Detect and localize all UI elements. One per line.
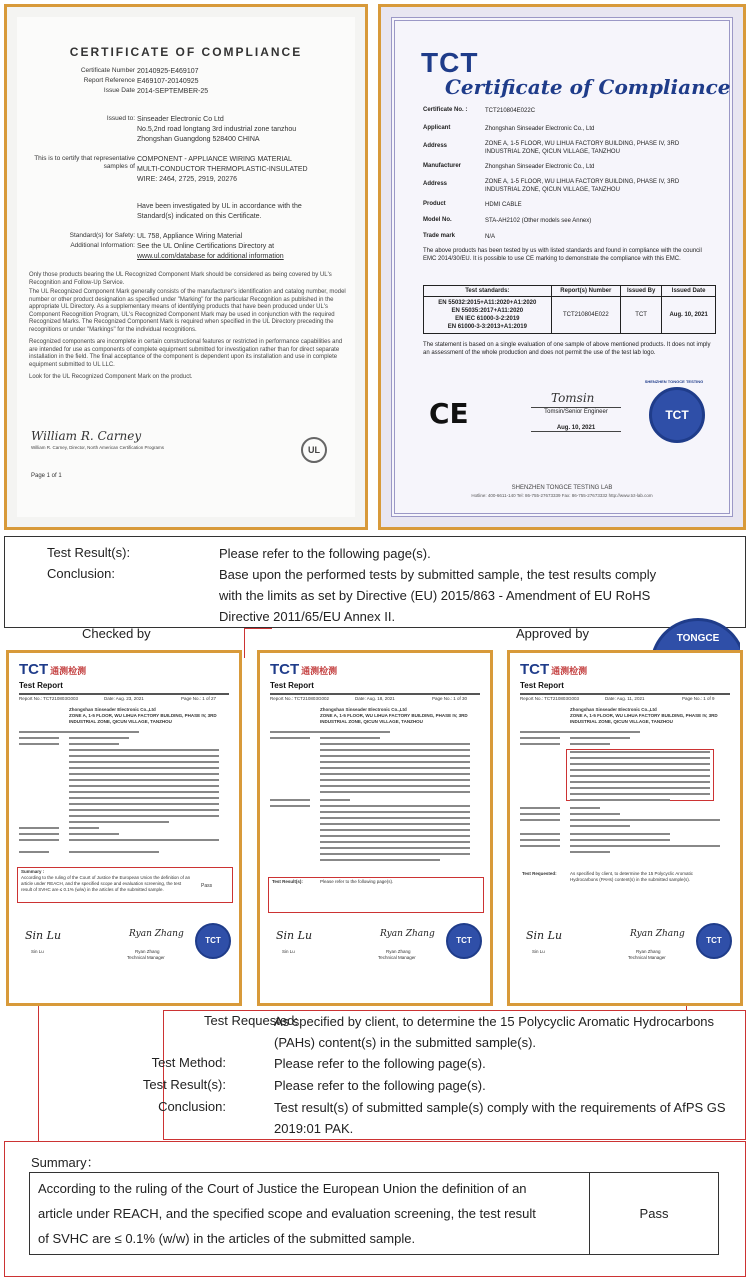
ul-para-4: Look for the UL Recognized Component Mark on the product. xyxy=(29,374,193,380)
ul-page-number: Page 1 of 1 xyxy=(31,473,62,479)
summary-result: Pass xyxy=(590,1173,719,1255)
approved-by-label: Approved by xyxy=(516,626,589,641)
tct-standards-cell xyxy=(424,297,552,334)
report-approved-signature: Ryan Zhang xyxy=(129,929,184,939)
tct-field-label: Certificate No. : xyxy=(423,107,468,113)
pah-conclusion-label: Conclusion: xyxy=(158,1099,226,1114)
tct-contact: Hotline: 400-6611-140 Tel: 86-755-27673339 Fax: 86-755-27673332 http://www.tct-lab.com xyxy=(471,493,653,498)
tct-field-label: Product xyxy=(423,201,446,207)
report-applicant: Zhongshan Sinseader Electronic Co.,Ltd xyxy=(69,707,156,712)
requested-line: As specified by client, to determine the 15 Polycyclic Aromatic Hydrocarbons xyxy=(274,1014,715,1029)
checked-by-label: Checked by xyxy=(82,626,151,641)
ul-para-1: Only those products bearing the UL Recognized Component Mark should be considered as being covered by UL's Recognition and Follow-Up Service. xyxy=(29,272,332,286)
approved-seal-text: TONGCE xyxy=(650,618,740,678)
tct-field-label: Manufacturer xyxy=(423,163,462,169)
report-page: Page No.: 1 of 27 xyxy=(181,696,217,701)
report-summary-text: Please refer to the following page(s). xyxy=(320,879,394,884)
report-logo xyxy=(520,661,587,678)
tct-th: Issued Date xyxy=(662,286,716,297)
report-summary-text: According to the ruling of the Court of Justice the European Union the definition of an article under REACH, and the specified scope and evaluation screening, the test result of SVHC are ≤ 0.1% (w/w) in the articles of the submitted sample. xyxy=(21,875,191,892)
tct-field-label: Address xyxy=(423,143,448,149)
pah-box xyxy=(142,1010,746,1140)
report-date: Date: Aug. 18, 2021 xyxy=(355,696,395,701)
pah-result-value: Please refer to the following page(s). xyxy=(274,1078,486,1093)
report-summary-result: Pass xyxy=(201,883,213,889)
report-page: Page No.: 1 of 9 xyxy=(682,696,715,701)
report-checked-signature: Sin Lu xyxy=(25,929,62,942)
tct-standard: EN 61000-3-3:2013+A1:2019 xyxy=(447,324,527,330)
tct-seal-icon: TCT xyxy=(649,387,705,443)
ul-cert-number-label: Certificate Number xyxy=(80,67,135,74)
ul-certify-label: This is to certify that representative samples of xyxy=(34,155,135,170)
report-body-lines xyxy=(19,731,229,861)
tct-field-value: TCT210804E022C xyxy=(485,108,536,114)
report-checked-name: Sin Lu xyxy=(532,949,545,954)
report-checked-name: Sin Lu xyxy=(31,949,44,954)
conclusion-line: Directive 2011/65/EU Annex II. xyxy=(219,609,396,624)
tct-lab-name: SHENZHEN TONGCE TESTING LAB xyxy=(511,485,613,491)
tct-statement: The statement is based on a single evaluation of one sample of above mentioned products. It does not imply an assessment of the whole production and does not permit the use of the test lab logo. xyxy=(423,342,711,356)
tct-signature: Tomsin xyxy=(551,391,595,405)
tct-intro: The above products has been tested by us with listed standards and found in compliance with the council EMC 2014/30/EU. It is possible to use CE marking to demonstrate the compliance with this EMC. xyxy=(423,248,702,262)
tct-standard: EN IEC 61000-3-2:2019 xyxy=(455,316,520,322)
report-date: Date: Aug. 23, 2021 xyxy=(104,696,144,701)
ul-additional-label: Additional Information: xyxy=(70,242,135,249)
summary-label: Summary： xyxy=(31,1155,100,1170)
report-approved-title: Technical Manager xyxy=(378,955,416,960)
connector-line xyxy=(244,628,272,629)
tct-field-value: Zhongshan Sinseader Electronic Co., Ltd xyxy=(485,164,595,170)
report-body-lines xyxy=(270,731,480,871)
tct-th: Report(s) Number xyxy=(551,286,620,297)
ul-signature: William R. Carney xyxy=(31,429,142,443)
report-seal-icon: TCT xyxy=(195,923,231,959)
ul-issued-to-label: Issued to: xyxy=(106,115,135,122)
report-page: Page No.: 1 of 30 xyxy=(432,696,468,701)
result-label: Test Result(s): xyxy=(47,545,131,560)
report-summary-text: As specified by client, to determine the 15 Polycyclic Aromatic Hydrocarbons (PAHs) content(s) in the submitted sample(s). xyxy=(570,871,694,882)
report-title: Test Report xyxy=(19,681,63,690)
report-logo xyxy=(270,661,337,678)
summary-text-line: of SVHC are ≤ 0.1% (w/w) in the articles of the submitted sample. xyxy=(38,1231,416,1246)
ul-cert-number: 20140925-E469107 xyxy=(137,68,199,75)
report-number: Report No.: TCT210803G002 xyxy=(270,696,329,701)
report-summary-label: Test Result(s): xyxy=(272,879,303,884)
tct-field-label: Applicant xyxy=(423,125,451,131)
report-approved-name: Ryan Zhang xyxy=(386,949,411,954)
ul-issued-to-2: No.5,2nd road longtang 3rd industrial zone tanzhou xyxy=(137,126,297,133)
tct-field-label: Model No. xyxy=(423,217,452,223)
ul-para-2: The UL Recognized Component Mark generally consists of the manufacturer's identification and catalog number, model number or other product designation as specified under "Marking" for the particular Recognition as published in the appropriate UL Directory. As a supplementary means of identifying products that have been produced under UL's Component Recognition Program, UL's Recognized Component Mark may be used in conjunction with the required Recognized Marks. The Recognized Component Mark is required when specified in the UL Directory preceding the recognitions or under "Markings" for the individual recognitions. xyxy=(29,289,346,333)
report-seal-icon: TCT xyxy=(696,923,732,959)
ul-sample-3: WIRE: 2464, 2725, 2919, 20276 xyxy=(137,176,238,183)
summary-box xyxy=(4,1141,746,1277)
test-report-1 xyxy=(6,650,242,1006)
tct-field-value: ZONE A, 1-5 FLOOR, WU LIHUA FACTORY BUILDING, PHASE IV, 3RD INDUSTRIAL ZONE, QICUN VILLAGE, TANZHOU xyxy=(485,179,680,193)
ul-standards: UL 758, Appliance Wiring Material xyxy=(137,233,243,240)
conclusion-line: with the limits as set by Directive (EU) 2015/863 - Amendment of EU RoHS xyxy=(219,588,651,603)
ul-standards-label: Standard(s) for Safety: xyxy=(69,232,135,239)
ul-sample-2: MULTI-CONDUCTOR THERMOPLASTIC-INSULATED xyxy=(137,166,308,173)
summary-text-line: article under REACH, and the specified scope and evaluation screening, the test result xyxy=(38,1206,536,1221)
report-approved-signature: Ryan Zhang xyxy=(380,929,435,939)
report-number: Report No.: TCT210803G003 xyxy=(19,696,78,701)
ul-title: CERTIFICATE OF COMPLIANCE xyxy=(69,45,303,59)
report-address: ZONE A, 1-5 FLOOR, WU LIHUA FACTORY BUILDING, PHASE IV, 3RD INDUSTRIAL ZONE, QICUN VILLAGE, TANZHOU xyxy=(320,713,468,724)
report-checked-name: Sin Lu xyxy=(282,949,295,954)
report-divider xyxy=(270,693,480,695)
report-checked-signature: Sin Lu xyxy=(526,929,563,942)
report-applicant: Zhongshan Sinseader Electronic Co.,Ltd xyxy=(570,707,657,712)
tct-field-value: HDMI CABLE xyxy=(485,202,522,208)
report-body-lines xyxy=(520,731,730,861)
tct-standard: EN 55032:2015+A11:2020+A1:2020 xyxy=(438,300,537,306)
tct-seal-ring: SHENZHEN TONGCE TESTING xyxy=(644,379,704,384)
pah-conclusion-line: Test result(s) of submitted sample(s) comply with the requirements of AfPS GS xyxy=(274,1100,726,1115)
ul-issued-to-3: Zhongshan Guangdong 528400 CHINA xyxy=(137,136,260,143)
report-address: ZONE A, 1-5 FLOOR, WU LIHUA FACTORY BUILDING, PHASE IV, 3RD INDUSTRIAL ZONE, QICUN VILLAGE, TANZHOU xyxy=(570,713,718,724)
ul-issue-date: 2014-SEPTEMBER-25 xyxy=(137,88,209,95)
summary-text-cell xyxy=(30,1173,590,1255)
method-label: Test Method: xyxy=(151,1055,226,1070)
tct-th: Test standards: xyxy=(424,286,552,297)
report-logo-cn: 通测检测 xyxy=(50,666,87,676)
tct-logo: TCT xyxy=(421,47,479,78)
ul-investigated-1: Have been investigated by UL in accordance with the xyxy=(137,203,302,210)
ul-certificate-body xyxy=(17,17,355,517)
tct-field-value: N/A xyxy=(485,234,496,240)
tct-field-value: Zhongshan Sinseader Electronic Co., Ltd xyxy=(485,126,595,132)
report-seal-icon: TCT xyxy=(446,923,482,959)
report-address: ZONE A, 1-5 FLOOR, WU LIHUA FACTORY BUILDING, PHASE IV, 3RD INDUSTRIAL ZONE, QICUN VILLAGE, TANZHOU xyxy=(69,713,217,724)
tct-field-label: Address xyxy=(423,181,448,187)
ul-para-3: Recognized components are incomplete in certain constructional features or restricted in performance capabilities and are intended for use as components of complete equipment submitted for investigation rather than for direct separate installation in the field. The final acceptance of the component is dependent upon its installation and use in complete equipment submitted to UL LLC. xyxy=(29,339,343,368)
test-report-2 xyxy=(257,650,493,1006)
method-value: Please refer to the following page(s). xyxy=(274,1056,486,1071)
ul-additional-2: www.ul.com/database for additional information xyxy=(137,253,284,260)
report-logo xyxy=(19,661,86,678)
report-logo-text: TCT xyxy=(520,661,550,678)
tct-report-number: TCT210804E022 xyxy=(551,297,620,334)
requested-label: Test Requested: xyxy=(204,1013,298,1028)
test-report-3 xyxy=(507,650,743,1006)
result-box xyxy=(4,536,746,628)
report-title: Test Report xyxy=(270,681,314,690)
ul-report-ref-label: Report Reference xyxy=(83,77,135,84)
conclusion-line: Base upon the performed tests by submitted sample, the test results comply xyxy=(219,567,657,582)
report-approved-signature: Ryan Zhang xyxy=(630,929,685,939)
report-divider xyxy=(520,693,730,695)
summary-table xyxy=(29,1172,719,1255)
pah-conclusion-line: 2019:01 PAK. xyxy=(274,1121,354,1136)
ul-mark-logo: UL xyxy=(301,437,327,463)
tct-issued-date: Aug. 10, 2021 xyxy=(662,297,716,334)
tct-field-label: Trade mark xyxy=(423,233,456,239)
report-title: Test Report xyxy=(520,681,564,690)
tct-standards-table xyxy=(423,285,716,334)
tct-signer: Tomsin/Senior Engineer xyxy=(531,407,621,415)
tct-standard: EN 55035:2017+A11:2020 xyxy=(451,308,524,314)
tct-issued-by: TCT xyxy=(620,297,661,334)
ce-mark: CE xyxy=(429,397,469,430)
report-logo-cn: 通测检测 xyxy=(551,666,588,676)
report-summary-label: Test Requested: xyxy=(522,871,557,876)
conclusion-label: Conclusion: xyxy=(47,566,115,581)
tct-field-value: STA-AH2102 (Other models see Annex) xyxy=(485,218,592,224)
report-checked-signature: Sin Lu xyxy=(276,929,313,942)
report-summary-label: Summary : xyxy=(21,869,45,874)
report-approved-name: Ryan Zhang xyxy=(636,949,661,954)
report-applicant: Zhongshan Sinseader Electronic Co.,Ltd xyxy=(320,707,407,712)
report-approved-name: Ryan Zhang xyxy=(135,949,160,954)
summary-text-line: According to the ruling of the Court of Justice the European Union the definition of an xyxy=(38,1181,527,1196)
requested-line: (PAHs) content(s) in the submitted sample(s). xyxy=(274,1035,537,1050)
report-divider xyxy=(19,693,229,695)
connector-line xyxy=(244,628,245,658)
tct-certificate xyxy=(378,4,746,530)
ul-signer: William R. Carney, Director, North American Certification Programs xyxy=(31,445,164,450)
ul-additional-1: See the UL Online Certifications Directory at xyxy=(137,243,275,250)
report-approved-title: Technical Manager xyxy=(127,955,165,960)
ul-report-ref: E469107-20140925 xyxy=(137,78,199,85)
report-logo-cn: 通测检测 xyxy=(301,666,338,676)
ul-certificate xyxy=(4,4,368,530)
report-logo-text: TCT xyxy=(270,661,300,678)
pah-result-label: Test Result(s): xyxy=(142,1077,226,1092)
report-number: Report No.: TCT210803G003 xyxy=(520,696,579,701)
report-approved-title: Technical Manager xyxy=(628,955,666,960)
result-value: Please refer to the following page(s). xyxy=(219,546,431,561)
ul-investigated-2: Standard(s) indicated on this Certificate. xyxy=(137,213,262,220)
tct-field-value: ZONE A, 1-5 FLOOR, WU LIHUA FACTORY BUILDING, PHASE IV, 3RD INDUSTRIAL ZONE, QICUN VILLAGE, TANZHOU xyxy=(485,141,680,155)
report-date: Date: Aug. 11, 2021 xyxy=(605,696,645,701)
report-logo-text: TCT xyxy=(19,661,49,678)
ul-sample-1: COMPONENT - APPLIANCE WIRING MATERIAL xyxy=(137,156,292,163)
ul-issued-to-1: Sinseader Electronic Co Ltd xyxy=(137,116,224,123)
tct-sign-date: Aug. 10, 2021 xyxy=(531,425,621,432)
tct-th: Issued By xyxy=(620,286,661,297)
tct-title: Certificate of Compliance xyxy=(445,75,731,99)
table-row xyxy=(30,1173,719,1255)
ul-issue-date-label: Issue Date xyxy=(103,87,135,94)
